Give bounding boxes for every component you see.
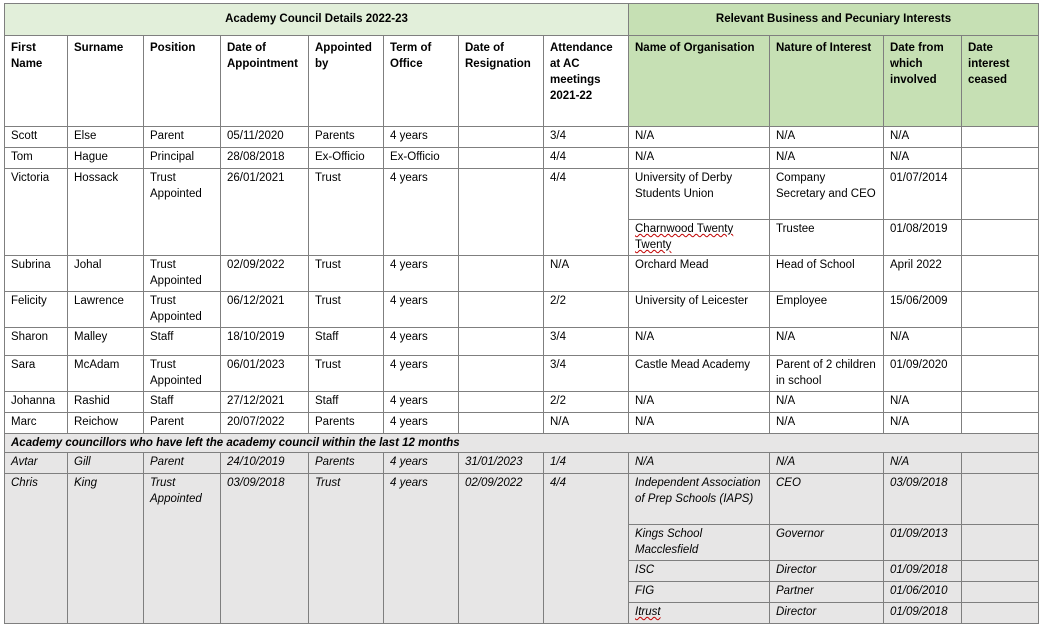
organisation-cell: Orchard Mead [629,256,770,292]
appointment-date-cell: 26/01/2021 [221,169,309,256]
date-ceased-cell [962,413,1039,434]
resignation-date-cell [459,413,544,434]
resignation-date-cell [459,127,544,148]
date-ceased-cell [962,453,1039,474]
first-name-cell: Sharon [5,328,68,356]
header-date-from: Date from which involved [884,36,962,127]
header-term-of-office: Term of Office [384,36,459,127]
header-nature-of-interest: Nature of Interest [770,36,884,127]
appointed-by-cell: Staff [309,392,384,413]
appointed-by-cell: Staff [309,328,384,356]
date-ceased-cell [962,525,1039,561]
date-ceased-cell [962,356,1039,392]
surname-cell: Lawrence [68,292,144,328]
first-name-cell: Chris [5,474,68,624]
attendance-cell: 4/4 [544,148,629,169]
term-of-office-cell: 4 years [384,474,459,624]
resignation-date-cell [459,392,544,413]
resignation-date-cell [459,292,544,328]
nature-of-interest-cell: N/A [770,148,884,169]
appointment-date-cell: 20/07/2022 [221,413,309,434]
surname-cell: Else [68,127,144,148]
date-from-cell: N/A [884,328,962,356]
table-row [5,148,1039,169]
nature-of-interest-cell: N/A [770,127,884,148]
date-ceased-cell [962,561,1039,582]
position-cell: Trust Appointed [144,292,221,328]
term-of-office-cell: Ex-Officio [384,148,459,169]
header-date-ceased: Date interest ceased [962,36,1039,127]
table-row [5,392,1039,413]
position-cell: Parent [144,127,221,148]
appointed-by-cell: Trust [309,356,384,392]
header-date-of-resignation: Date of Resignation [459,36,544,127]
nature-of-interest-cell: N/A [770,413,884,434]
term-of-office-cell: 4 years [384,292,459,328]
table-row [5,328,1039,356]
position-cell: Parent [144,453,221,474]
former-councillors-heading: Academy councillors who have left the academy council within the last 12 months [5,434,1039,453]
attendance-cell: N/A [544,256,629,292]
date-from-cell: 01/09/2018 [884,603,962,624]
date-from-cell: April 2022 [884,256,962,292]
term-of-office-cell: 4 years [384,392,459,413]
date-ceased-cell [962,603,1039,624]
surname-cell: Reichow [68,413,144,434]
attendance-cell: 4/4 [544,474,629,624]
appointed-by-cell: Parents [309,453,384,474]
table-row [5,292,1039,328]
header-organisation: Name of Organisation [629,36,770,127]
interests-section-title: Relevant Business and Pecuniary Interests [629,4,1039,36]
term-of-office-cell: 4 years [384,413,459,434]
nature-of-interest-cell: Partner [770,582,884,603]
section-header-row [5,4,1039,36]
term-of-office-cell: 4 years [384,127,459,148]
header-appointed-by: Appointed by [309,36,384,127]
council-details-table [4,3,1039,624]
appointed-by-cell: Trust [309,474,384,624]
date-from-cell: N/A [884,148,962,169]
date-from-cell: 01/07/2014 [884,169,962,220]
appointment-date-cell: 27/12/2021 [221,392,309,413]
attendance-cell: N/A [544,413,629,434]
term-of-office-cell: 4 years [384,256,459,292]
appointment-date-cell: 28/08/2018 [221,148,309,169]
position-cell: Staff [144,328,221,356]
nature-of-interest-cell: Company Secretary and CEO [770,169,884,220]
position-cell: Trust Appointed [144,256,221,292]
organisation-cell: Itrust [629,603,770,624]
nature-of-interest-cell: Governor [770,525,884,561]
date-ceased-cell [962,292,1039,328]
header-attendance: Attendance at AC meetings 2021-22 [544,36,629,127]
surname-cell: Hossack [68,169,144,256]
date-ceased-cell [962,256,1039,292]
appointment-date-cell: 24/10/2019 [221,453,309,474]
resignation-date-cell [459,256,544,292]
nature-of-interest-cell: Director [770,603,884,624]
position-cell: Principal [144,148,221,169]
header-position: Position [144,36,221,127]
date-from-cell: 15/06/2009 [884,292,962,328]
date-from-cell: 01/08/2019 [884,220,962,256]
date-ceased-cell [962,328,1039,356]
organisation-cell: University of Derby Students Union [629,169,770,220]
attendance-cell: 3/4 [544,328,629,356]
header-first-name: First Name [5,36,68,127]
table-row [5,453,1039,474]
table-row [5,474,1039,525]
date-from-cell: N/A [884,453,962,474]
date-ceased-cell [962,148,1039,169]
attendance-cell: 1/4 [544,453,629,474]
resignation-date-cell [459,328,544,356]
organisation-cell: N/A [629,148,770,169]
nature-of-interest-cell: Employee [770,292,884,328]
attendance-cell: 3/4 [544,127,629,148]
organisation-cell: University of Leicester [629,292,770,328]
organisation-cell: Castle Mead Academy [629,356,770,392]
date-ceased-cell [962,220,1039,256]
table-row [5,127,1039,148]
date-ceased-cell [962,474,1039,525]
appointment-date-cell: 18/10/2019 [221,328,309,356]
organisation-cell: N/A [629,328,770,356]
date-from-cell: 03/09/2018 [884,474,962,525]
date-from-cell: N/A [884,127,962,148]
first-name-cell: Tom [5,148,68,169]
appointment-date-cell: 02/09/2022 [221,256,309,292]
surname-cell: Hague [68,148,144,169]
nature-of-interest-cell: Parent of 2 children in school [770,356,884,392]
position-cell: Trust Appointed [144,474,221,624]
surname-cell: Malley [68,328,144,356]
resignation-date-cell: 31/01/2023 [459,453,544,474]
appointment-date-cell: 05/11/2020 [221,127,309,148]
organisation-cell: N/A [629,413,770,434]
surname-cell: McAdam [68,356,144,392]
attendance-cell: 2/2 [544,292,629,328]
resignation-date-cell: 02/09/2022 [459,474,544,624]
nature-of-interest-cell: CEO [770,474,884,525]
position-cell: Trust Appointed [144,356,221,392]
nature-of-interest-cell: N/A [770,392,884,413]
header-surname: Surname [68,36,144,127]
organisation-cell: ISC [629,561,770,582]
date-from-cell: 01/09/2018 [884,561,962,582]
nature-of-interest-cell: Trustee [770,220,884,256]
first-name-cell: Felicity [5,292,68,328]
table-row [5,169,1039,220]
appointed-by-cell: Parents [309,127,384,148]
nature-of-interest-cell: Director [770,561,884,582]
organisation-cell: N/A [629,127,770,148]
first-name-cell: Scott [5,127,68,148]
appointed-by-cell: Trust [309,292,384,328]
organisation-cell: Charnwood Twenty Twenty [629,220,770,256]
term-of-office-cell: 4 years [384,453,459,474]
appointment-date-cell: 03/09/2018 [221,474,309,624]
first-name-cell: Sara [5,356,68,392]
date-from-cell: 01/06/2010 [884,582,962,603]
surname-cell: Johal [68,256,144,292]
organisation-cell: Kings School Macclesfield [629,525,770,561]
position-cell: Staff [144,392,221,413]
resignation-date-cell [459,148,544,169]
former-councillors-heading-row [5,434,1039,453]
appointment-date-cell: 06/12/2021 [221,292,309,328]
first-name-cell: Johanna [5,392,68,413]
table-row [5,413,1039,434]
surname-cell: King [68,474,144,624]
resignation-date-cell [459,356,544,392]
first-name-cell: Avtar [5,453,68,474]
organisation-cell: Independent Association of Prep Schools (IAPS) [629,474,770,525]
surname-cell: Gill [68,453,144,474]
appointed-by-cell: Trust [309,256,384,292]
date-ceased-cell [962,582,1039,603]
resignation-date-cell [459,169,544,256]
surname-cell: Rashid [68,392,144,413]
organisation-cell: FIG [629,582,770,603]
attendance-cell: 2/2 [544,392,629,413]
organisation-cell: N/A [629,453,770,474]
position-cell: Trust Appointed [144,169,221,256]
header-date-of-appointment: Date of Appointment [221,36,309,127]
term-of-office-cell: 4 years [384,356,459,392]
nature-of-interest-cell: N/A [770,453,884,474]
organisation-cell: N/A [629,392,770,413]
date-from-cell: 01/09/2020 [884,356,962,392]
term-of-office-cell: 4 years [384,169,459,256]
table-row [5,256,1039,292]
first-name-cell: Marc [5,413,68,434]
appointment-date-cell: 06/01/2023 [221,356,309,392]
appointed-by-cell: Ex-Officio [309,148,384,169]
first-name-cell: Subrina [5,256,68,292]
nature-of-interest-cell: Head of School [770,256,884,292]
nature-of-interest-cell: N/A [770,328,884,356]
attendance-cell: 3/4 [544,356,629,392]
date-from-cell: N/A [884,392,962,413]
date-ceased-cell [962,169,1039,220]
appointed-by-cell: Parents [309,413,384,434]
attendance-cell: 4/4 [544,169,629,256]
council-section-title: Academy Council Details 2022-23 [5,4,629,36]
column-header-row [5,36,1039,127]
date-from-cell: N/A [884,413,962,434]
appointed-by-cell: Trust [309,169,384,256]
term-of-office-cell: 4 years [384,328,459,356]
date-ceased-cell [962,127,1039,148]
first-name-cell: Victoria [5,169,68,256]
table-row [5,356,1039,392]
date-ceased-cell [962,392,1039,413]
position-cell: Parent [144,413,221,434]
date-from-cell: 01/09/2013 [884,525,962,561]
